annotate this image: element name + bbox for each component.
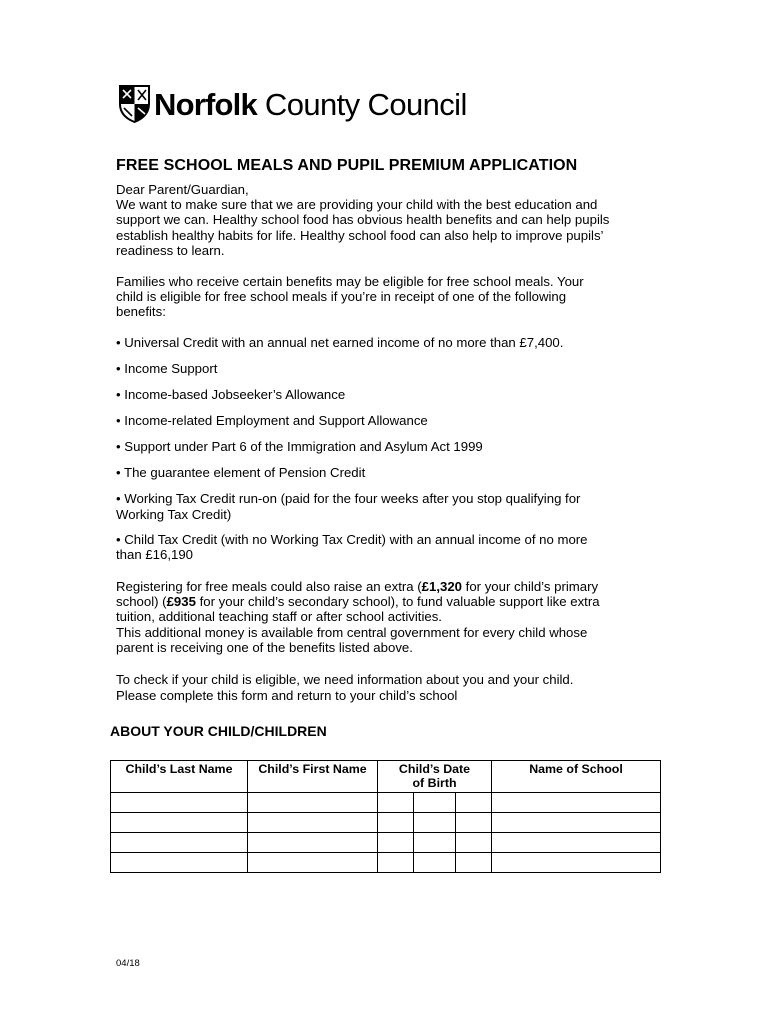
column-header-last-name: Child’s Last Name	[111, 761, 248, 793]
school-name-cell[interactable]	[492, 813, 661, 833]
premium-text: Registering for free meals could also raise an extra (	[116, 579, 422, 594]
document-title: FREE SCHOOL MEALS AND PUPIL PREMIUM APPLICATION	[116, 157, 578, 174]
premium-text: for your child’s primary	[462, 579, 599, 594]
premium-line: This additional money is available from central government for every child whose	[116, 625, 588, 640]
dob-year-cell[interactable]	[456, 833, 492, 853]
dob-year-cell[interactable]	[456, 793, 492, 813]
salutation: Dear Parent/Guardian,	[116, 182, 249, 197]
last-name-cell[interactable]	[111, 813, 248, 833]
council-logo	[118, 84, 467, 124]
intro-line: establish healthy habits for life. Healthy school food can also help to improve pupils’	[116, 228, 604, 243]
council-name-light: County Council	[264, 86, 467, 122]
column-header-date-of-birth	[378, 761, 492, 793]
dob-month-cell[interactable]	[414, 833, 456, 853]
council-name-bold: Norfolk	[154, 86, 257, 122]
benefit-item-continued: Working Tax Credit)	[116, 507, 232, 522]
first-name-cell[interactable]	[248, 793, 378, 813]
primary-amount: £1,320	[421, 579, 462, 594]
premium-text: for your child’s secondary school), to fund valuable support like extra	[195, 594, 600, 609]
dob-month-cell[interactable]	[414, 853, 456, 873]
benefit-item: • Working Tax Credit run-on (paid for the four weeks after you stop qualifying for	[116, 491, 581, 506]
school-name-cell[interactable]	[492, 833, 661, 853]
last-name-cell[interactable]	[111, 833, 248, 853]
first-name-cell[interactable]	[248, 853, 378, 873]
check-line: Please complete this form and return to your child’s school	[116, 688, 458, 703]
dob-day-cell[interactable]	[378, 833, 414, 853]
benefit-item: • Income Support	[116, 361, 218, 376]
first-name-cell[interactable]	[248, 813, 378, 833]
council-name	[154, 86, 467, 122]
intro-line: We want to make sure that we are providing your child with the best education and	[116, 197, 598, 212]
table-row	[111, 813, 661, 833]
dob-month-cell[interactable]	[414, 813, 456, 833]
dob-year-cell[interactable]	[456, 813, 492, 833]
last-name-cell[interactable]	[111, 853, 248, 873]
school-name-cell[interactable]	[492, 853, 661, 873]
dob-year-cell[interactable]	[456, 853, 492, 873]
intro-line: support we can. Healthy school food has obvious health benefits and can help pupils	[116, 212, 610, 227]
benefit-item: • Universal Credit with an annual net earned income of no more than £7,400.	[116, 335, 564, 350]
premium-line: parent is receiving one of the benefits listed above.	[116, 640, 413, 655]
dob-header-line2: of Birth	[412, 776, 457, 790]
form-version-code: 04/18	[116, 958, 140, 969]
premium-line	[116, 594, 600, 609]
benefit-item-continued: than £16,190	[116, 547, 194, 562]
dob-header-line1: Child’s Date	[398, 762, 471, 776]
premium-text: school) (	[116, 594, 167, 609]
benefit-item: • Income-related Employment and Support Allowance	[116, 413, 428, 428]
eligibility-line: child is eligible for free school meals if you’re in receipt of one of the following	[116, 289, 567, 304]
benefit-item: • Support under Part 6 of the Immigration and Asylum Act 1999	[116, 439, 483, 454]
premium-line	[116, 579, 598, 594]
table-row	[111, 833, 661, 853]
council-crest-icon	[118, 84, 151, 124]
check-line: To check if your child is eligible, we need information about you and your child.	[116, 672, 574, 687]
premium-line: tuition, additional teaching staff or after school activities.	[116, 609, 442, 624]
column-header-first-name: Child’s First Name	[248, 761, 378, 793]
intro-line: readiness to learn.	[116, 243, 225, 258]
eligibility-line: benefits:	[116, 304, 166, 319]
last-name-cell[interactable]	[111, 793, 248, 813]
benefit-item: • Income-based Jobseeker’s Allowance	[116, 387, 346, 402]
benefit-item: • Child Tax Credit (with no Working Tax Credit) with an annual income of no more	[116, 532, 588, 547]
table-row	[111, 793, 661, 813]
secondary-amount: £935	[166, 594, 196, 609]
dob-month-cell[interactable]	[414, 793, 456, 813]
dob-day-cell[interactable]	[378, 793, 414, 813]
first-name-cell[interactable]	[248, 833, 378, 853]
benefit-item: • The guarantee element of Pension Credit	[116, 465, 366, 480]
school-name-cell[interactable]	[492, 793, 661, 813]
dob-day-cell[interactable]	[378, 853, 414, 873]
table-header-row	[111, 761, 661, 793]
table-row	[111, 853, 661, 873]
dob-day-cell[interactable]	[378, 813, 414, 833]
children-table	[110, 760, 661, 873]
children-section-heading: ABOUT YOUR CHILD/CHILDREN	[110, 723, 327, 739]
eligibility-line: Families who receive certain benefits may be eligible for free school meals. Your	[116, 274, 584, 289]
column-header-school: Name of School	[492, 761, 661, 793]
